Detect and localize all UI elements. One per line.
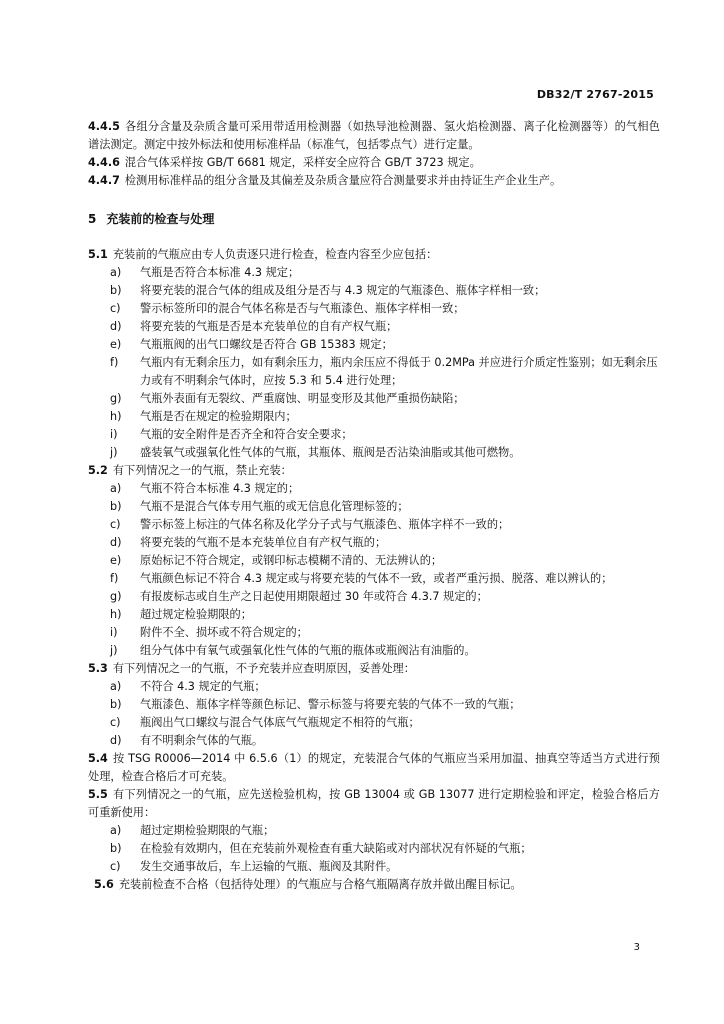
item-text: 气瓶的安全附件是否齐全和符合安全要求；	[140, 428, 353, 441]
list-item	[88, 300, 660, 318]
item-label: a)	[110, 824, 122, 837]
list-item	[88, 840, 660, 858]
section-number: 5	[88, 212, 97, 226]
item-label: j)	[110, 644, 118, 657]
item-text: 附件不全、损坏或不符合规定的；	[140, 626, 308, 639]
item-text: 将要充装的气瓶不是本充装单位自有产权气瓶的；	[140, 536, 387, 549]
item-text: 气瓶不符合本标准 4.3 规定的；	[140, 482, 300, 495]
item-text: 气瓶是否在规定的检验期限内；	[140, 410, 297, 423]
list-item	[88, 516, 660, 534]
list-item	[88, 444, 660, 462]
list-item	[88, 318, 660, 336]
clause-4-4-6	[88, 154, 660, 172]
item-text: 气瓶外表面有无裂纹、严重腐蚀、明显变形及其他严重损伤缺陷；	[140, 392, 465, 405]
clause-text: 有下列情况之一的气瓶，不予充装并应查明原因，妥善处理：	[112, 662, 415, 675]
item-text: 气瓶漆色、瓶体字样等颜色标记、警示标签与将要充装的气体不一致的气瓶；	[140, 698, 521, 711]
clause-text: 充装前的气瓶应由专人负责逐只进行检查，检查内容至少应包括：	[112, 248, 438, 261]
item-label: c)	[110, 518, 121, 531]
item-text: 气瓶不是混合气体专用气瓶的或无信息化管理标签的；	[140, 500, 409, 513]
standard-code: DB32/T 2767-2015	[536, 88, 654, 101]
clause-number: 5.3	[88, 662, 108, 675]
clause-5-5	[88, 786, 660, 822]
list-item	[88, 822, 660, 840]
list-item	[88, 696, 660, 714]
list-item	[88, 282, 660, 300]
clause-5-1	[88, 246, 660, 264]
list-item	[88, 408, 660, 426]
item-label: g)	[110, 590, 122, 603]
clause-number: 5.2	[88, 464, 108, 477]
item-label: c)	[110, 860, 121, 873]
item-text: 有报废标志或自生产之日起使用期限超过 30 年或符合 4.3.7 规定的；	[140, 590, 488, 603]
list-item	[88, 336, 660, 354]
item-text: 瓶阀出气口螺纹与混合气体底气气瓶规定不相符的气瓶；	[140, 716, 420, 729]
item-label: a)	[110, 482, 122, 495]
list-item	[88, 498, 660, 516]
clause-text: 各组分含量及杂质含量可采用带适用检测器（如热导池检测器、氢火焰检测器、离子化检测器等）的气相色谱法测定。测定中按外标法和使用标准样品（标准气，包括零点气）进行定量。	[88, 120, 660, 151]
list-item	[88, 642, 660, 660]
item-label: f)	[110, 572, 119, 585]
list-item	[88, 570, 660, 588]
item-text: 发生交通事故后，车上运输的气瓶、瓶阀及其附件。	[140, 860, 398, 873]
item-label: d)	[110, 734, 122, 747]
list-item	[88, 858, 660, 876]
page-number: 3	[633, 942, 640, 953]
item-label: d)	[110, 320, 122, 333]
list-item	[88, 732, 660, 750]
item-text: 在检验有效期内，但在充装前外观检查有重大缺陷或对内部状况有怀疑的气瓶；	[140, 842, 532, 855]
section-5-heading	[88, 210, 660, 228]
item-text: 有不明剩余气体的气瓶。	[140, 734, 264, 747]
clause-4-4-5	[88, 118, 660, 154]
item-text: 不符合 4.3 规定的气瓶；	[140, 680, 266, 693]
item-label: e)	[110, 338, 122, 351]
clause-number: 5.4	[88, 752, 108, 765]
item-text: 气瓶瓶阀的出气口螺纹是否符合 GB 15383 规定；	[140, 338, 393, 351]
clause-text: 有下列情况之一的气瓶，应先送检验机构，按 GB 13004 或 GB 13077 进行定期检验和评定，检验合格后方可重新使用：	[88, 788, 660, 819]
clause-5-4	[88, 750, 660, 786]
list-item	[88, 606, 660, 624]
item-label: h)	[110, 608, 122, 621]
clause-text: 有下列情况之一的气瓶，禁止充装：	[112, 464, 292, 477]
list-item	[88, 480, 660, 498]
clause-number: 4.4.7	[88, 174, 120, 187]
list-item	[88, 588, 660, 606]
item-label: d)	[110, 536, 122, 549]
item-text: 超过规定检验期限的；	[140, 608, 252, 621]
item-label: a)	[110, 266, 122, 279]
list-item	[88, 390, 660, 408]
item-label: b)	[110, 500, 122, 513]
item-label: e)	[110, 554, 122, 567]
clause-text: 检测用标准样品的组分含量及其偏差及杂质含量应符合测量要求并由持证生产企业生产。	[124, 174, 562, 187]
clause-text: 充装前检查不合格（包括待处理）的气瓶应与合格气瓶隔离存放并做出醒目标记。	[118, 878, 522, 891]
document-body	[88, 118, 660, 894]
clause-number: 5.6	[94, 878, 114, 891]
item-label: g)	[110, 392, 122, 405]
clause-5-2	[88, 462, 660, 480]
item-label: i)	[110, 428, 118, 441]
item-label: j)	[110, 446, 118, 459]
list-item	[88, 426, 660, 444]
item-text: 将要充装的气瓶是否是本充装单位的自有产权气瓶；	[140, 320, 398, 333]
list-item	[88, 624, 660, 642]
clause-5-3	[88, 660, 660, 678]
list-item	[88, 264, 660, 282]
list-item	[88, 714, 660, 732]
item-text: 气瓶是否符合本标准 4.3 规定；	[140, 266, 300, 279]
list-item	[88, 552, 660, 570]
item-text: 警示标签所印的混合气体名称是否与气瓶漆色、瓶体字样相一致；	[140, 302, 465, 315]
clause-number: 5.5	[88, 788, 108, 801]
item-label: i)	[110, 626, 118, 639]
item-label: f)	[110, 356, 119, 369]
item-text: 将要充装的混合气体的组成及组分是否与 4.3 规定的气瓶漆色、瓶体字样相一致；	[140, 284, 546, 297]
item-text: 组分气体中有氧气或强氧化性气体的气瓶的瓶体或瓶阀沾有油脂的。	[140, 644, 476, 657]
clause-text: 混合气体采样按 GB/T 6681 规定，采样安全应符合 GB/T 3723 规定。	[124, 156, 481, 169]
item-label: a)	[110, 680, 122, 693]
item-text: 气瓶颜色标记不符合 4.3 规定或与将要充装的气体不一致，或者严重污损、脱落、难以辨认的；	[140, 572, 613, 585]
item-label: c)	[110, 716, 121, 729]
clause-text: 按 TSG R0006—2014 中 6.5.6（1）的规定，充装混合气体的气瓶应当采用加温、抽真空等适当方式进行预处理，检查合格后才可充装。	[88, 752, 660, 783]
clause-5-6	[88, 876, 660, 894]
section-title: 充装前的检查与处理	[106, 212, 215, 226]
item-label: b)	[110, 842, 122, 855]
item-text: 盛装氧气或强氧化性气体的气瓶，其瓶体、瓶阀是否沾染油脂或其他可燃物。	[140, 446, 521, 459]
clause-number: 5.1	[88, 248, 108, 261]
item-text: 原始标记不符合规定，或钢印标志模糊不清的、无法辨认的；	[140, 554, 443, 567]
item-text: 警示标签上标注的气体名称及化学分子式与气瓶漆色、瓶体字样不一致的；	[140, 518, 510, 531]
list-item	[88, 534, 660, 552]
item-label: b)	[110, 698, 122, 711]
clause-number: 4.4.5	[88, 120, 120, 133]
item-label: h)	[110, 410, 122, 423]
clause-number: 4.4.6	[88, 156, 120, 169]
item-text: 超过定期检验期限的气瓶；	[140, 824, 275, 837]
clause-4-4-7	[88, 172, 660, 190]
item-label: c)	[110, 302, 121, 315]
item-label: b)	[110, 284, 122, 297]
item-text: 气瓶内有无剩余压力，如有剩余压力，瓶内余压应不得低于 0.2MPa 并应进行介质定性鉴别；如无剩余压力或有不明剩余气体时，应按 5.3 和 5.4 进行处理；	[140, 356, 658, 387]
list-item	[88, 354, 660, 390]
list-item	[88, 678, 660, 696]
